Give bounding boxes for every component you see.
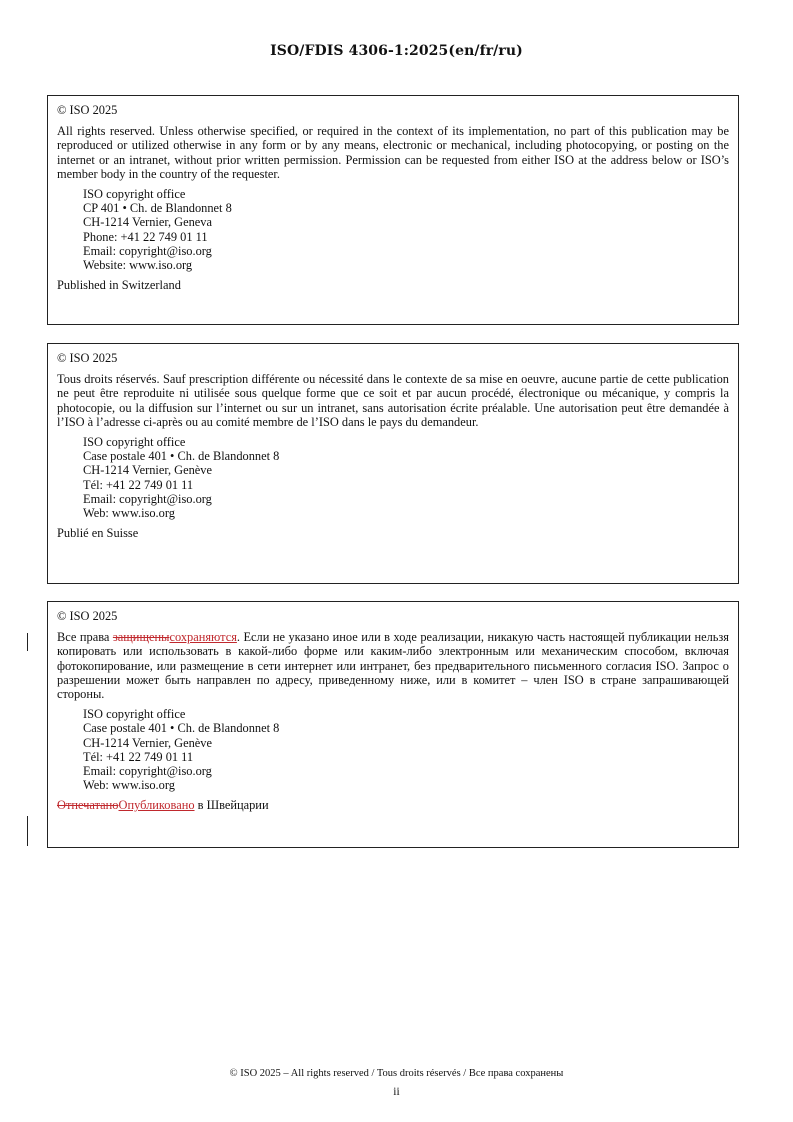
address-line: ISO copyright office xyxy=(83,187,186,202)
address-line: Web: www.iso.org xyxy=(83,778,175,793)
address-line: CH-1214 Vernier, Genève xyxy=(83,735,212,750)
address-block xyxy=(83,187,729,272)
address-line: CP 401 • Ch. de Blandonnet 8 xyxy=(83,201,232,216)
address-line: Web: www.iso.org xyxy=(83,506,175,521)
para-text: . Если не указано иное или в ходе реализации, никакую часть настоящей публикации нельзя копировать или использовать в какой-либо форме или каким-либо электронным или механическим способом, включая фотокопирование, или размещение в сети интернет или интранет, без предварительного письменного согласия ISO. Запрос о разрешении может быть направлен по адресу, приведенному ниже, или в комитет – член ISO в стране запрашивающей стороны. xyxy=(57,630,729,702)
address-line: Email: copyright@iso.org xyxy=(83,764,212,779)
address-line: Email: copyright@iso.org xyxy=(83,243,212,258)
address-line: ISO copyright office xyxy=(83,435,186,450)
published-line xyxy=(57,798,729,812)
published-line: Publié en Suisse xyxy=(57,526,139,541)
address-line: CH-1214 Vernier, Geneva xyxy=(83,215,212,230)
address-line: ISO copyright office xyxy=(83,707,186,722)
rights-paragraph: Tous droits réservés. Sauf prescription différente ou nécessité dans le contexte de sa mise en oeuvre, aucune partie de cette publication ne peut être reproduite ni utilisée sous quelque forme que ce soit et par aucun procédé, électronique ou mécanique, y compris la photocopie, ou la diffusion sur l’internet ou sur un intranet, sans autorisation écrite préalable. Une autorisation peut être demandée à l’ISO à l’adresse ci-après ou au comité membre de l’ISO dans le pays du demandeur. xyxy=(57,372,729,429)
address-block xyxy=(83,435,729,520)
address-line: Email: copyright@iso.org xyxy=(83,491,212,506)
published-line: Published in Switzerland xyxy=(57,278,181,293)
page-footer: © ISO 2025 – All rights reserved / Tous droits réservés / Все права сохранены xyxy=(229,1068,564,1079)
document-header: ISO/FDIS 4306-1:2025(en/fr/ru) xyxy=(270,43,523,59)
address-line: Case postale 401 • Ch. de Blandonnet 8 xyxy=(83,721,280,736)
address-block xyxy=(83,707,729,792)
page-number: ii xyxy=(393,1086,400,1098)
address-line: CH-1214 Vernier, Genève xyxy=(83,463,212,478)
copyright-box-english xyxy=(47,95,739,325)
address-line: Phone: +41 22 749 01 11 xyxy=(83,229,208,244)
copyright-box-french xyxy=(47,343,739,584)
inserted-text: сохраняются xyxy=(169,630,237,645)
copyright-box-russian xyxy=(47,601,739,848)
address-line: Case postale 401 • Ch. de Blandonnet 8 xyxy=(83,449,280,464)
change-bar xyxy=(27,633,28,651)
rights-paragraph: All rights reserved. Unless otherwise specified, or required in the context of its implementation, no part of this publication may be reproduced or utilized otherwise in any form or by any means, electronic or mechanical, including photocopying, or posting on the internet or an intranet, without prior written permission. Permission can be requested from either ISO at the address below or ISO’s member body in the country of the requester. xyxy=(57,124,729,181)
para-text: Все права xyxy=(57,630,113,645)
copyright-line: © ISO 2025 xyxy=(57,103,118,117)
deleted-text: Отпечатано xyxy=(57,798,119,813)
address-line: Website: www.iso.org xyxy=(83,258,193,273)
deleted-text: защищены xyxy=(112,630,170,645)
address-line: Tél: +41 22 749 01 11 xyxy=(83,477,194,492)
address-line: Tél: +41 22 749 01 11 xyxy=(83,749,194,764)
inserted-text: Опубликовано xyxy=(118,798,195,813)
pub-text: в Швейцарии xyxy=(194,798,269,813)
copyright-line: © ISO 2025 xyxy=(57,351,118,365)
change-bar xyxy=(27,816,28,846)
copyright-line: © ISO 2025 xyxy=(57,609,118,623)
rights-paragraph xyxy=(57,630,729,701)
